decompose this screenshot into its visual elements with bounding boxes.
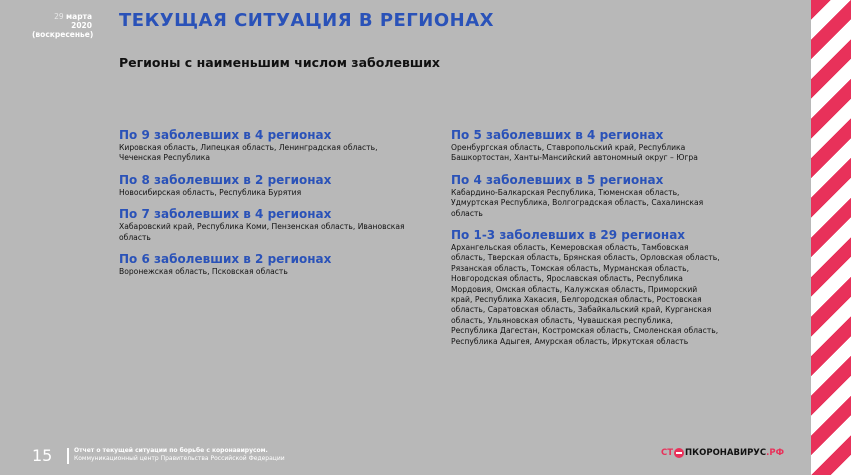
group-9-cases bbox=[119, 128, 419, 164]
date-weekday: (воскресенье) bbox=[32, 30, 94, 39]
logo-suffix: ПКОРОНАВИРУС bbox=[685, 448, 767, 458]
group-8-cases bbox=[119, 173, 419, 198]
group-heading: По 1-3 заболевших в 29 регионах bbox=[451, 228, 686, 243]
footer-divider bbox=[67, 448, 69, 464]
group-regions: Оренбургская область, Ставропольский край, Республика Башкортостан, Ханты-Мансийский автономный округ – Югра bbox=[451, 143, 698, 163]
group-heading: По 9 заболевших в 4 регионах bbox=[119, 128, 332, 142]
page-title: ТЕКУЩАЯ СИТУАЦИЯ В РЕГИОНАХ bbox=[119, 10, 495, 31]
group-7-cases bbox=[119, 207, 419, 243]
group-regions: Кировская область, Липецкая область, Ленинградская область, Чеченская Республика bbox=[119, 143, 378, 163]
group-5-cases bbox=[451, 128, 721, 164]
group-heading: По 4 заболевших в 5 регионах bbox=[451, 172, 664, 187]
logo-prefix: СТ bbox=[661, 448, 674, 458]
group-regions: Хабаровский край, Республика Коми, Пензенская область, Ивановская область bbox=[119, 222, 405, 242]
footer-line-1: Отчет о текущей ситуации по борьбе с коронавирусом. bbox=[74, 447, 268, 454]
group-heading: По 5 заболевших в 4 регионах bbox=[451, 128, 664, 142]
footer-caption bbox=[74, 447, 285, 463]
decorative-stripes bbox=[811, 0, 851, 475]
right-column bbox=[451, 128, 721, 356]
date-month: марта 2020 bbox=[66, 12, 92, 30]
date-block bbox=[32, 12, 92, 39]
logo-tld: .РФ bbox=[766, 448, 784, 458]
group-regions: Новосибирская область, Республика Бурятия bbox=[119, 187, 302, 197]
stop-sign-icon bbox=[674, 448, 684, 458]
group-regions: Архангельская область, Кемеровская область, Тамбовская область, Тверская область, Брянская область, Орловская область, Рязанская область, Томская область, Мурманская область, Новгородская область, Ярославская область, Республика Мордовия, Омская область, Калужская область, Приморский край, Республика Хакасия, Белгородская область, Ростовская область, Саратовская область, Забайкальский край, Курганская область, Ульяновская область, Чувашская республика, Республика Дагестан, Костромская область, Смоленская область, Республика Адыгея, Амурская область, Иркутская область bbox=[451, 243, 720, 346]
group-4-cases bbox=[451, 173, 721, 219]
group-regions: Воронежская область, Псковская область bbox=[119, 267, 288, 277]
page-subtitle: Регионы с наименьшим числом заболевших bbox=[119, 55, 440, 70]
group-heading: По 7 заболевших в 4 регионах bbox=[119, 207, 332, 222]
group-heading: По 6 заболевших в 2 регионах bbox=[119, 252, 332, 267]
stopcoronavirus-logo bbox=[661, 448, 784, 458]
footer-line-2: Коммуникационный центр Правительства Российской Федерации bbox=[74, 455, 285, 462]
date-day: 29 bbox=[54, 12, 64, 21]
left-column bbox=[119, 128, 419, 286]
group-heading: По 8 заболевших в 2 регионах bbox=[119, 172, 332, 187]
page-number: 15 bbox=[32, 446, 53, 465]
group-6-cases bbox=[119, 252, 419, 277]
group-1-3-cases bbox=[451, 228, 721, 347]
group-regions: Кабардино-Балкарская Республика, Тюменская область, Удмуртская Республика, Волгоградская область, Сахалинская область bbox=[451, 187, 704, 218]
